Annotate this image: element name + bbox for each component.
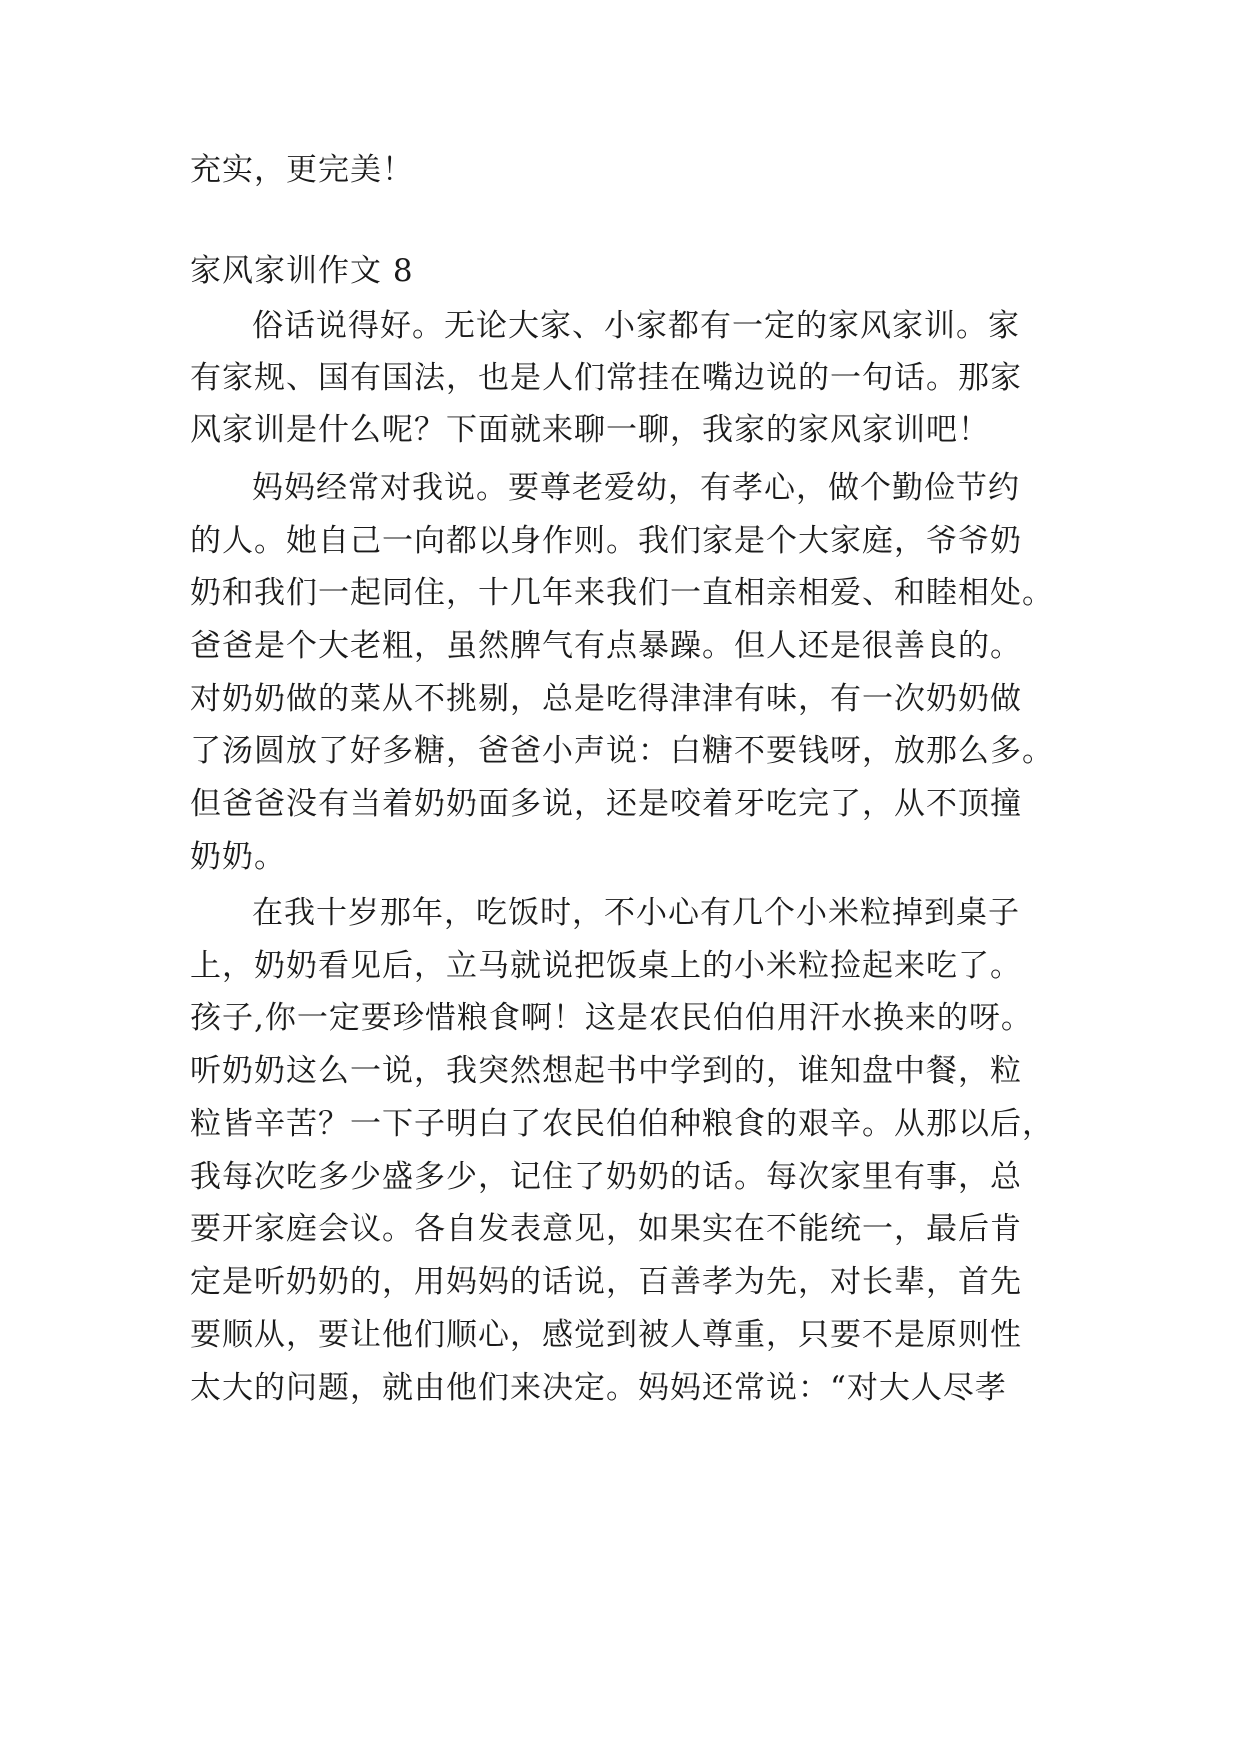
paragraph-line: 对奶奶做的菜从不挑剔，总是吃得津津有味，有一次奶奶做 xyxy=(190,681,1022,717)
paragraph-line: 定是听奶奶的，用妈妈的话说，百善孝为先，对长辈，首先 xyxy=(190,1264,1022,1300)
paragraph-line: 我每次吃多少盛多少，记住了奶奶的话。每次家里有事，总 xyxy=(190,1159,1022,1195)
paragraph-line: 的人。她自己一向都以身作则。我们家是个大家庭，爷爷奶 xyxy=(190,523,1022,559)
paragraph-line: 奶和我们一起同住，十几年来我们一直相亲相爱、和睦相处。 xyxy=(190,575,1054,611)
paragraph-line: 粒皆辛苦？一下子明白了农民伯伯种粮食的艰辛。从那以后， xyxy=(190,1106,1054,1142)
paragraph-line: 要开家庭会议。各自发表意见，如果实在不能统一，最后肯 xyxy=(190,1211,1022,1247)
paragraph-line: 在我十岁那年，吃饭时，不小心有几个小米粒掉到桌子 xyxy=(252,895,1020,931)
paragraph-line: 了汤圆放了好多糖，爸爸小声说：白糖不要钱呀，放那么多。 xyxy=(190,733,1054,769)
paragraph-line: 有家规、国有国法，也是人们常挂在嘴边说的一句话。那家 xyxy=(190,360,1022,396)
paragraph-line: 风家训是什么呢？下面就来聊一聊，我家的家风家训吧！ xyxy=(190,412,990,448)
paragraph-line: 但爸爸没有当着奶奶面多说，还是咬着牙吃完了，从不顶撞 xyxy=(190,786,1022,822)
paragraph-line: 妈妈经常对我说。要尊老爱幼，有孝心，做个勤俭节约 xyxy=(252,470,1020,506)
essay-heading: 家风家训作文 8 xyxy=(190,253,414,289)
paragraph-line: 孩子,你一定要珍惜粮食啊！这是农民伯伯用汗水换来的呀。 xyxy=(190,1000,1033,1036)
paragraph-line: 上，奶奶看见后，立马就说把饭桌上的小米粒捡起来吃了。 xyxy=(190,948,1022,984)
paragraph-line: 奶奶。 xyxy=(190,839,286,875)
paragraph-line: 太大的问题，就由他们来决定。妈妈还常说：“对大人尽孝 xyxy=(190,1370,1007,1406)
paragraph-line: 听奶奶这么一说，我突然想起书中学到的，谁知盘中餐，粒 xyxy=(190,1053,1022,1089)
continuation-line: 充实，更完美！ xyxy=(190,152,414,188)
paragraph-line: 俗话说得好。无论大家、小家都有一定的家风家训。家 xyxy=(252,308,1020,344)
paragraph-line: 爸爸是个大老粗，虽然脾气有点暴躁。但人还是很善良的。 xyxy=(190,628,1022,664)
paragraph-line: 要顺从，要让他们顺心，感觉到被人尊重，只要不是原则性 xyxy=(190,1317,1022,1353)
